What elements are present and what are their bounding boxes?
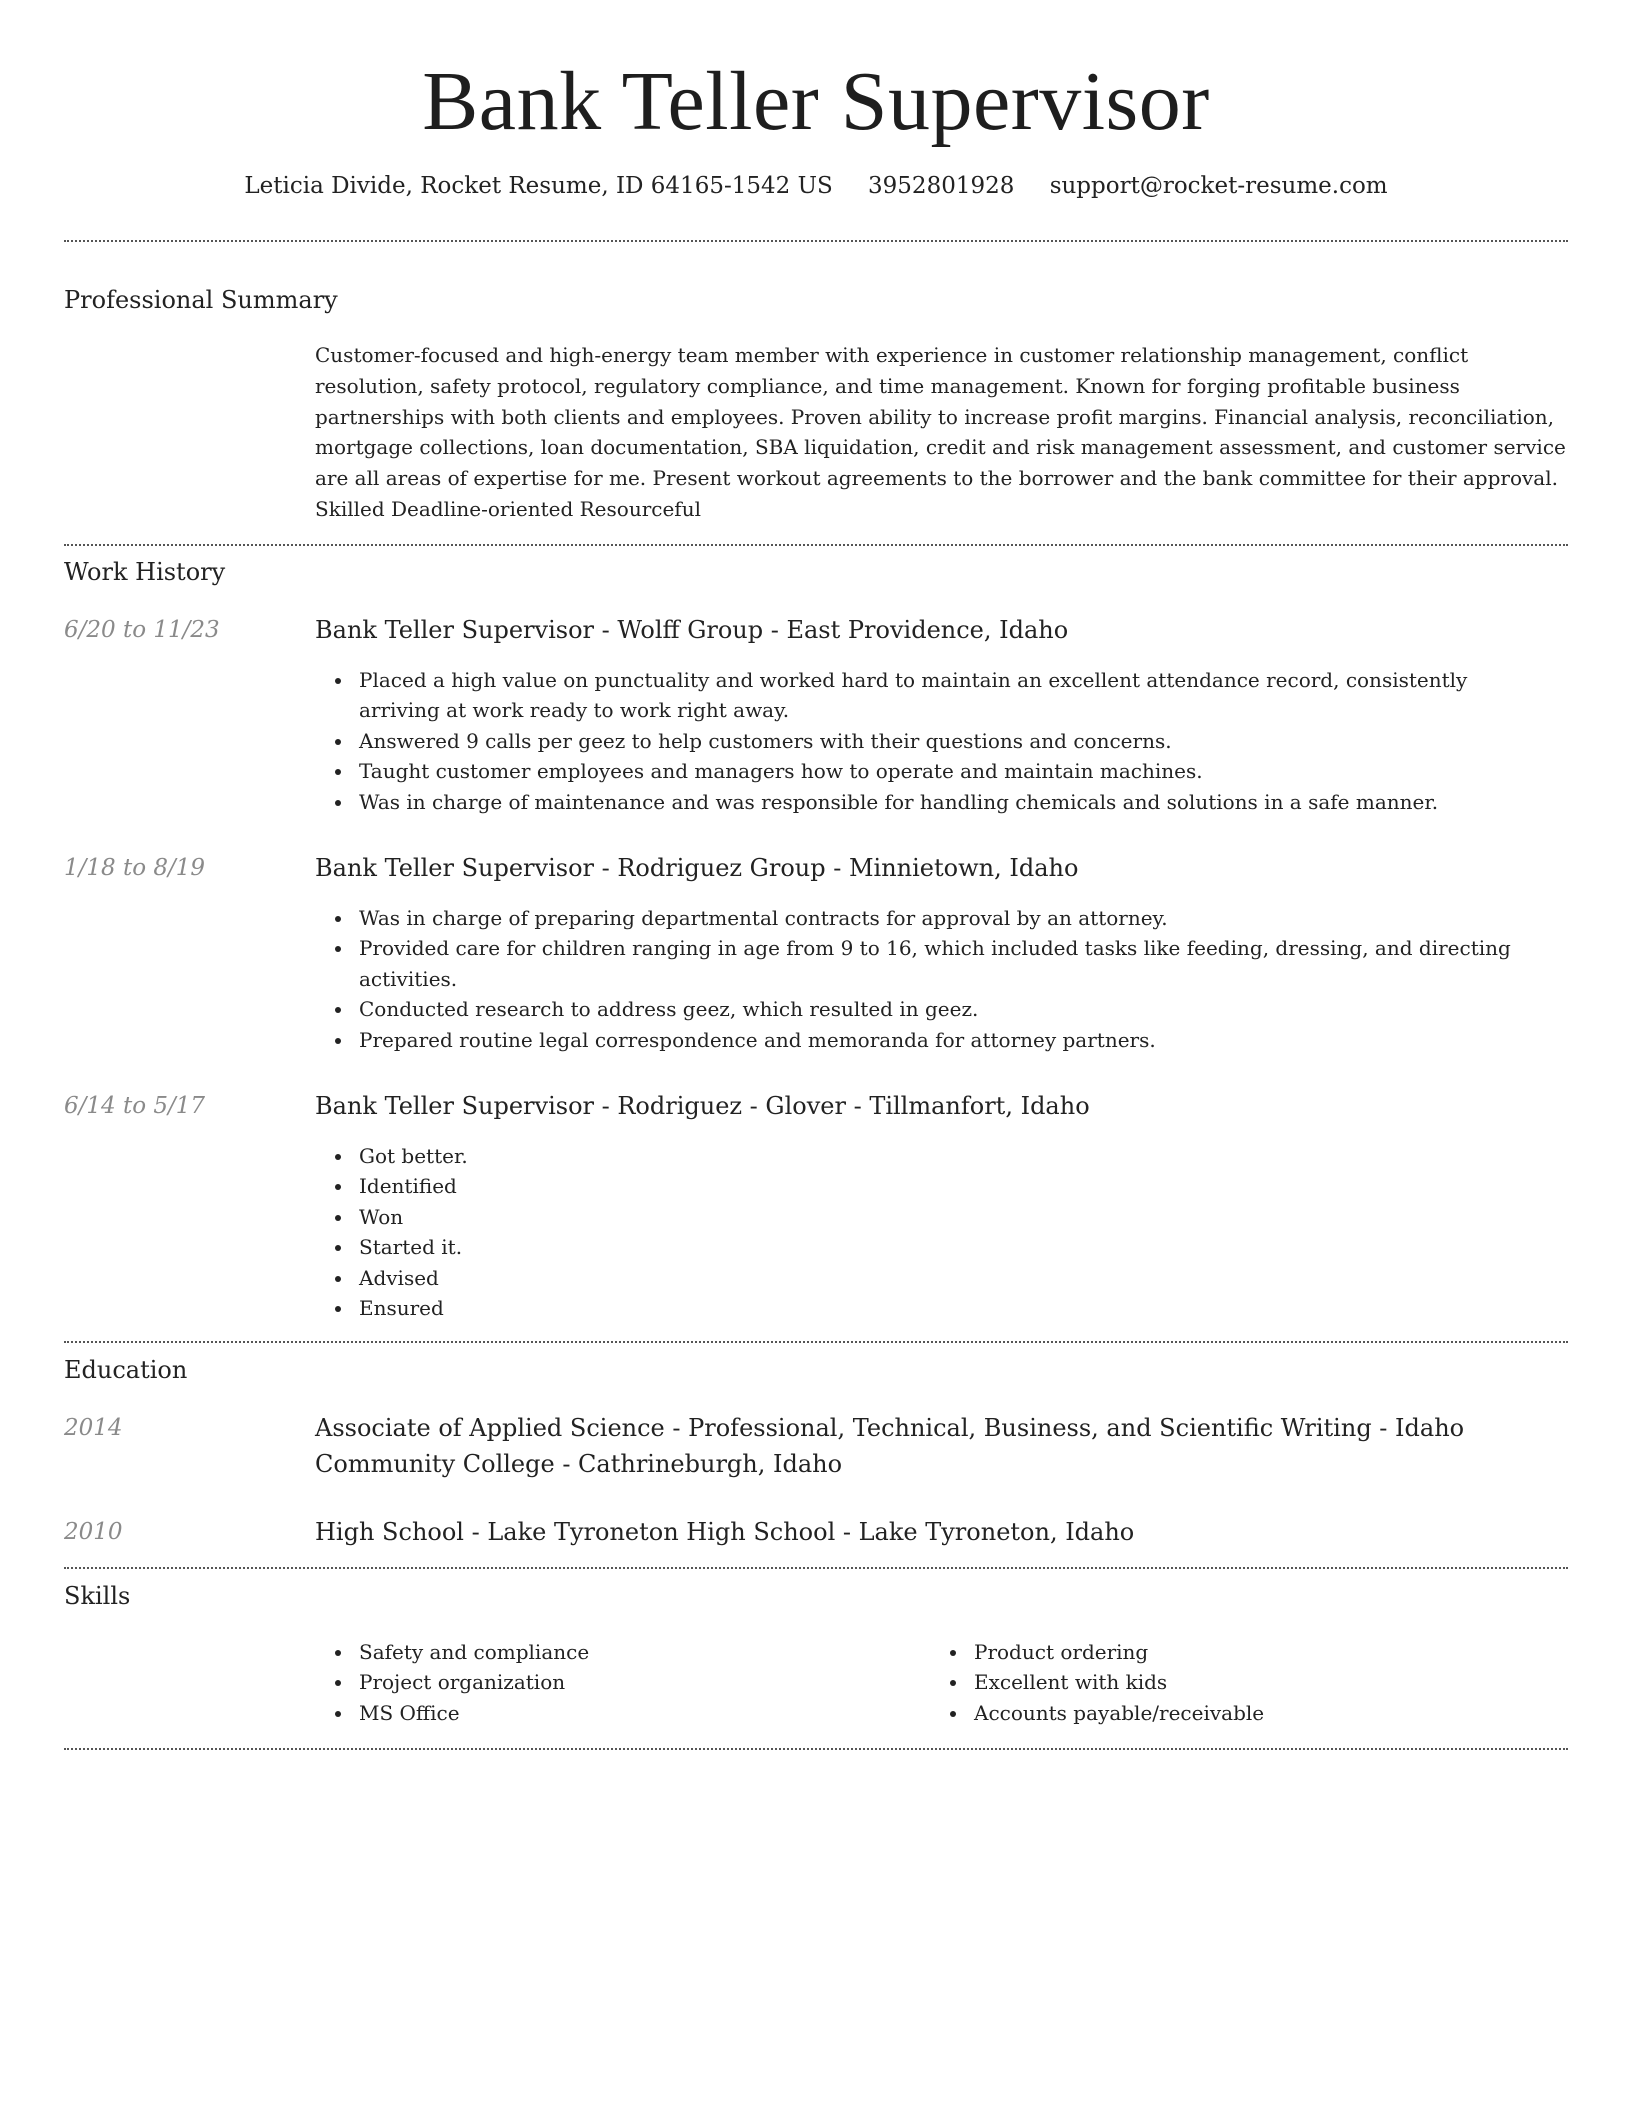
skill-item: Safety and compliance bbox=[359, 1637, 915, 1667]
job-title: Bank Teller Supervisor - Rodriguez Group - Minnietown, Idaho bbox=[315, 854, 1079, 882]
job-bullet: Won bbox=[359, 1202, 1568, 1232]
skills-list-left bbox=[315, 1637, 915, 1728]
job-bullet: Got better. bbox=[359, 1141, 1568, 1171]
job-bullet: Provided care for children ranging in age from 9 to 16, which included tasks like feeding, dressing, and directing activities. bbox=[359, 933, 1568, 994]
contact-email: support@rocket-resume.com bbox=[1049, 173, 1388, 199]
divider bbox=[64, 544, 1568, 546]
job-title: Bank Teller Supervisor - Rodriguez - Glover - Tillmanfort, Idaho bbox=[315, 1092, 1090, 1120]
job-bullet: Answered 9 calls per geez to help customers with their questions and concerns. bbox=[359, 726, 1568, 756]
divider bbox=[64, 240, 1568, 242]
job-bullet: Advised bbox=[359, 1263, 1568, 1293]
job-bullets bbox=[315, 1141, 1568, 1323]
section-heading-summary: Professional Summary bbox=[64, 286, 338, 314]
job-bullet: Ensured bbox=[359, 1293, 1568, 1323]
job-bullet: Started it. bbox=[359, 1232, 1568, 1262]
job-title: Bank Teller Supervisor - Wolff Group - East Providence, Idaho bbox=[315, 616, 1069, 644]
job-bullet: Was in charge of maintenance and was responsible for handling chemicals and solutions in a safe manner. bbox=[359, 787, 1568, 817]
job-dates: 6/14 to 5/17 bbox=[64, 1093, 206, 1119]
job-bullets bbox=[315, 903, 1568, 1055]
job-bullet: Prepared routine legal correspondence and memoranda for attorney partners. bbox=[359, 1025, 1568, 1055]
section-heading-work-history: Work History bbox=[64, 558, 226, 586]
education-entry: Associate of Applied Science - Professional, Technical, Business, and Scientific Writing - Idaho Community College - Cathrineburgh, Idaho bbox=[315, 1414, 1465, 1478]
education-entry: High School - Lake Tyroneton High School - Lake Tyroneton, Idaho bbox=[315, 1518, 1135, 1546]
job-dates: 6/20 to 11/23 bbox=[64, 617, 220, 643]
divider bbox=[64, 1748, 1568, 1750]
job-bullet: Was in charge of preparing departmental contracts for approval by an attorney. bbox=[359, 903, 1568, 933]
contact-line bbox=[64, 170, 1568, 202]
contact-phone: 3952801928 bbox=[868, 173, 1015, 199]
skill-item: Excellent with kids bbox=[974, 1667, 1530, 1697]
job-dates: 1/18 to 8/19 bbox=[64, 855, 206, 881]
job-bullets bbox=[315, 665, 1568, 817]
job-bullet: Identified bbox=[359, 1171, 1568, 1201]
skill-item: Accounts payable/receivable bbox=[974, 1698, 1530, 1728]
job-bullet: Taught customer employees and managers how to operate and maintain machines. bbox=[359, 756, 1568, 786]
education-year: 2014 bbox=[64, 1415, 123, 1441]
divider bbox=[64, 1567, 1568, 1569]
contact-address: Leticia Divide, Rocket Resume, ID 64165-1542 US bbox=[244, 173, 833, 199]
section-heading-education: Education bbox=[64, 1356, 188, 1384]
summary-text: Customer-focused and high-energy team member with experience in customer relationship management, conflict resolution, safety protocol, regulatory compliance, and time management. Known for forging profitable business partnerships with both clients and employees. Proven ability to increase profit margins. Financial analysis, reconciliation, mortgage collections, loan documentation, SBA liquidation, credit and risk management assessment, and customer service are all areas of expertise for me. Present workout agreements to the borrower and the bank committee for their approval. Skilled Deadline-oriented Resourceful bbox=[315, 343, 1566, 521]
education-year: 2010 bbox=[64, 1519, 123, 1545]
resume-title: Bank Teller Supervisor bbox=[422, 55, 1210, 148]
divider bbox=[64, 1341, 1568, 1343]
skill-item: MS Office bbox=[359, 1698, 915, 1728]
job-bullet: Conducted research to address geez, which resulted in geez. bbox=[359, 994, 1568, 1024]
skills-list-right bbox=[930, 1637, 1530, 1728]
job-bullet: Placed a high value on punctuality and worked hard to maintain an excellent attendance record, consistently arriving at work ready to work right away. bbox=[359, 665, 1568, 726]
skill-item: Product ordering bbox=[974, 1637, 1530, 1667]
section-heading-skills: Skills bbox=[64, 1582, 131, 1610]
skill-item: Project organization bbox=[359, 1667, 915, 1697]
